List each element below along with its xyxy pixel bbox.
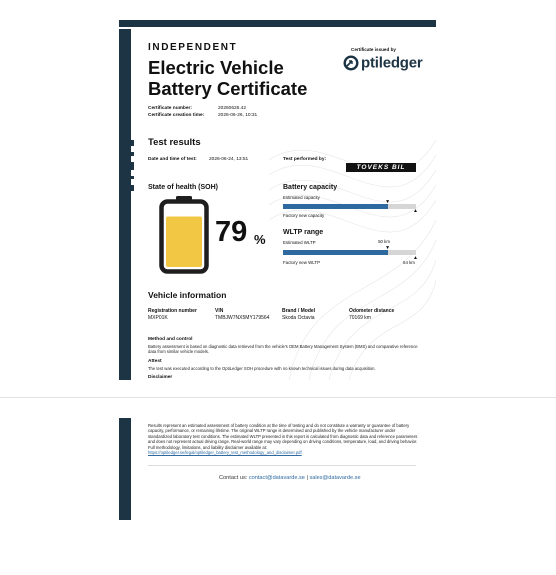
vehicle-col-value: MXP01K — [148, 315, 168, 321]
method-heading: Method and control — [148, 337, 193, 342]
capacity-heading: Battery capacity — [283, 184, 338, 191]
page-divider — [0, 397, 556, 398]
side-stripe — [131, 140, 134, 146]
disclaimer-heading-cut: Disclaimer — [148, 375, 173, 380]
certificate-number-value: 20260626.42 — [218, 106, 247, 111]
vehicle-col-label: Odometer distance — [349, 308, 395, 314]
capacity-marker-icon: ▼ — [385, 199, 391, 205]
contact-line — [219, 475, 361, 481]
optiledger-logo — [343, 54, 423, 72]
soh-label: State of health (SOH) — [148, 184, 219, 191]
capacity-bar — [283, 204, 416, 209]
test-date-label: Date and time of test: — [148, 157, 197, 162]
capacity-factory-marker-icon: ▲ — [413, 208, 418, 214]
method-text: Battery assessment is based on diagnostic data retrieved from the vehicle's OEM Battery Management System (BMS) and comparative reference data from similar vehicle models. — [148, 344, 418, 355]
contact-label: Contact us: — [219, 475, 248, 481]
certificate-created-label: Certificate creation time: — [148, 113, 205, 118]
soh-unit: % — [254, 232, 266, 247]
performer-logo: TOVEKS BIL — [346, 163, 416, 172]
side-stripe — [131, 176, 134, 179]
wltp-bar — [283, 250, 416, 255]
side-stripe — [131, 152, 134, 156]
vehicle-col-label: Brand / Model — [282, 308, 316, 314]
capacity-bar-fill — [283, 204, 388, 209]
estimated-wltp-value: 50 km — [378, 239, 391, 244]
logo-text: ptiledger — [361, 54, 423, 72]
factory-wltp-value: 64 km — [403, 260, 415, 265]
left-accent-bar — [119, 418, 131, 520]
test-date-row — [148, 157, 248, 162]
battery-icon — [159, 196, 209, 274]
soh-value: 79 — [215, 216, 248, 248]
battery-fill-level — [166, 216, 202, 267]
factory-wltp-label: Factory new WLTP — [283, 260, 321, 265]
certificate-page-2 — [119, 418, 436, 520]
eyebrow-label: INDEPENDENT — [148, 42, 238, 53]
contact-divider: | — [306, 475, 308, 481]
top-accent-bar — [119, 20, 436, 27]
certificate-created-row — [148, 113, 257, 118]
vehicle-col-label: VIN — [215, 308, 224, 314]
wltp-marker-icon: ▼ — [385, 245, 391, 251]
vehicle-col-label: Registration number — [148, 308, 197, 314]
side-stripe — [131, 185, 134, 191]
sales-email-link[interactable]: sales@datavarde.se — [309, 475, 361, 481]
contact-email-link[interactable]: contact@datavarde.se — [248, 475, 305, 481]
vehicle-info-heading: Vehicle information — [148, 290, 227, 300]
test-performed-label: Test performed by: — [283, 157, 327, 162]
page-title: Electric Vehicle Battery Certificate — [148, 57, 308, 99]
certificate-number-row — [148, 106, 246, 111]
factory-capacity-label: Factory new capacity — [283, 213, 325, 218]
disclaimer-link[interactable]: https://optiledger.se/legal/optiledger_battery_test_methodology_and_disclaimer.pdf — [148, 450, 302, 456]
wltp-factory-marker-icon: ▲ — [413, 255, 418, 261]
side-stripe — [131, 162, 134, 170]
certificate-number-label: Certificate number: — [148, 106, 192, 111]
issued-by-label: Certificate issued by — [351, 47, 396, 52]
disclaimer-text: Results represent an estimated assessment of battery condition at the time of testing and do not constitute a warranty or guarantee of battery capacity, performance, or remaining lifetime. The original WLTP range is determined and published by the vehicle manufacturer under standardized laboratory test conditions. The estimated WLTP presented in this report is calculated from diagnostic data and reference parameters and does not represent actual driving range. Real-world range may vary depending on driving conditions, temperature, load, and driving behavior. Full methodology, limitations, and liability disclaimer available at: https://optiledger.se/legal/optiledger_battery_test_methodology_and_disclaimer.pdf — [148, 423, 418, 456]
attest-heading: Attest — [148, 359, 162, 364]
estimated-capacity-label: Estimated capacity — [283, 195, 320, 200]
attest-text: The test was executed according to the OptiLedger SOH procedure with no known technical issues during data acquisition. — [148, 366, 376, 371]
optiledger-logo-icon — [343, 54, 361, 72]
test-results-heading: Test results — [148, 137, 201, 148]
estimated-wltp-label: Estimated WLTP — [283, 240, 316, 245]
vehicle-col-value: 70169 km — [349, 315, 371, 321]
vehicle-col-value: Skoda Octavia — [282, 315, 315, 321]
page-gap — [0, 380, 556, 418]
wltp-bar-fill — [283, 250, 388, 255]
footer-separator — [148, 465, 416, 466]
vehicle-col-value: TMBJW7NX5MY179564 — [215, 315, 270, 321]
test-date-value: 2026-06-24, 13:51 — [209, 157, 249, 162]
wltp-heading: WLTP range — [283, 229, 324, 236]
left-accent-bar — [119, 29, 131, 380]
certificate-created-value: 2026-06-26, 10:31 — [218, 113, 258, 118]
certificate-page-1 — [119, 20, 436, 380]
